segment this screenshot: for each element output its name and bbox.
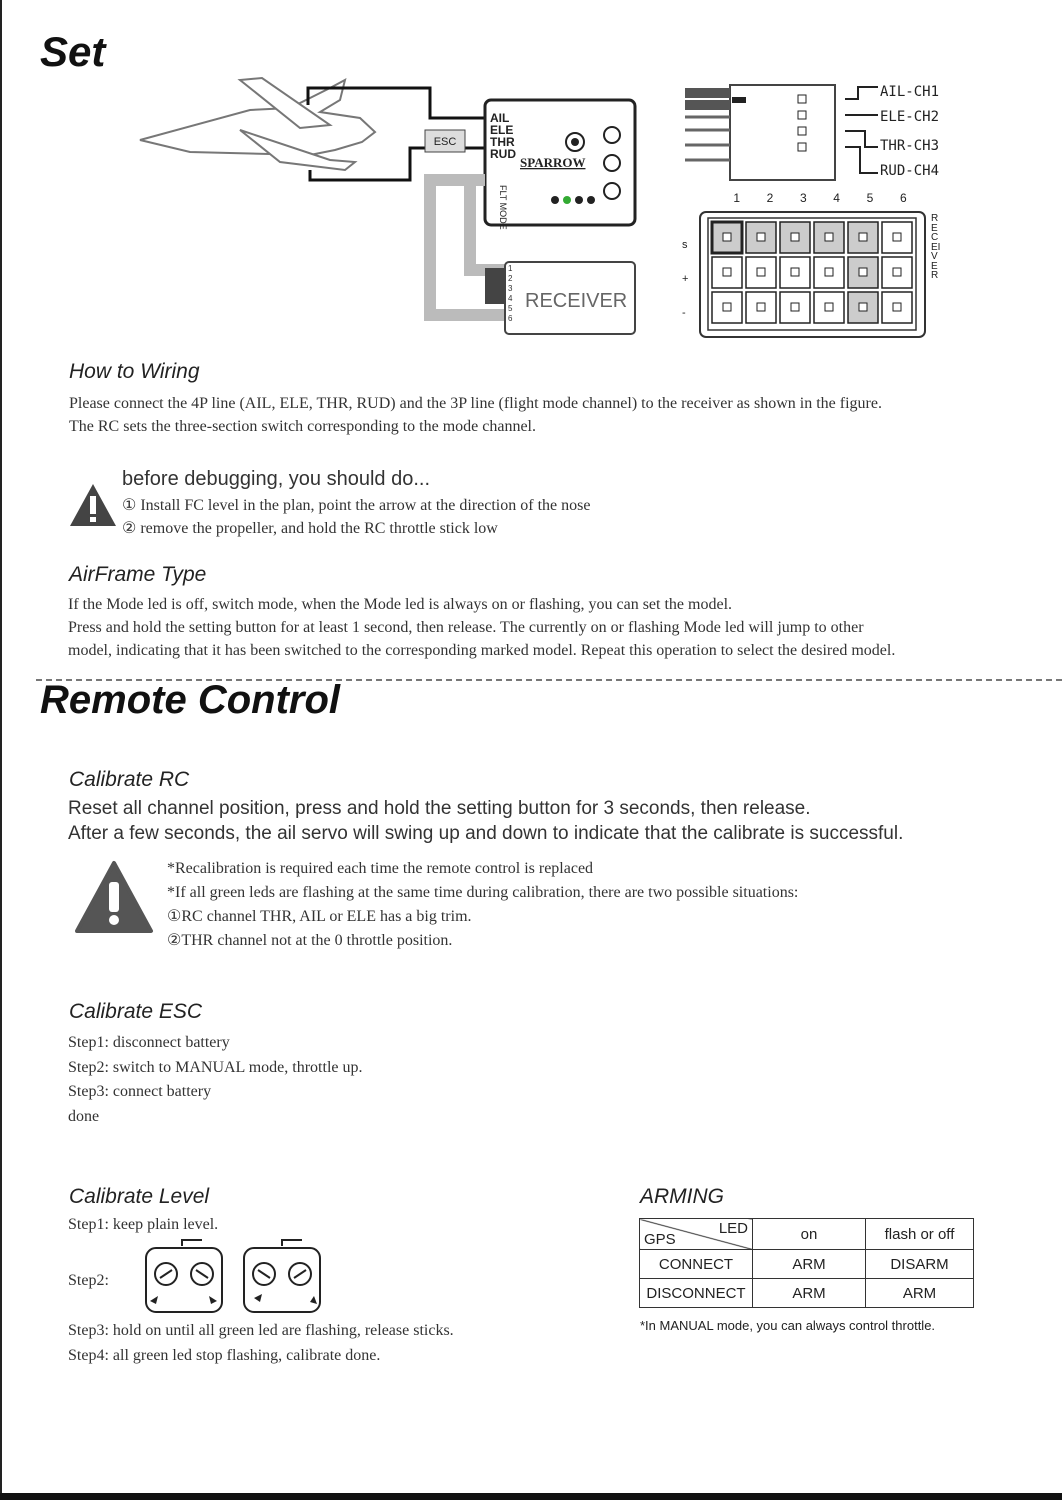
wiring-title: How to Wiring <box>69 360 200 383</box>
receiver-pin-socket <box>825 233 833 241</box>
receiver-pin-socket <box>757 303 765 311</box>
receiver-pin-socket <box>893 303 901 311</box>
fc-label-ail: AIL <box>490 111 510 125</box>
wiring-text <box>69 392 882 438</box>
fc-side-label: FLT MODE <box>498 185 508 230</box>
level-step1: Step1: keep plain level. <box>68 1216 219 1233</box>
remote-title: Remote Control <box>40 678 340 722</box>
receiver-pin-socket <box>723 233 731 241</box>
set-title: Set <box>40 28 106 75</box>
level-step3: Step3: hold on until all green led are flashing, release sticks. <box>68 1322 454 1339</box>
corner-gps-label: GPS <box>644 1231 676 1248</box>
receiver-pin-socket <box>757 268 765 276</box>
arming-cell: DISARM <box>866 1250 974 1279</box>
warning-icon <box>68 482 118 528</box>
receiver-pin-socket <box>723 268 731 276</box>
arming-header: on <box>753 1219 866 1250</box>
arming-cell: ARM <box>866 1279 974 1308</box>
fc-label-rud: RUD <box>490 147 516 161</box>
receiver-pin: 6 <box>508 314 513 323</box>
airplane-illustration <box>140 78 375 170</box>
arming-table <box>639 1218 974 1308</box>
page-left-border <box>0 0 2 1500</box>
airframe-title: AirFrame Type <box>69 563 207 586</box>
arming-header: flash or off <box>866 1219 974 1250</box>
transmitter-stick-illustration <box>142 1236 327 1316</box>
column-number: 5 <box>866 191 874 205</box>
calibrate-rc-line: After a few seconds, the ail servo will swing up and down to indicate that the calibrate is successful. <box>68 823 904 844</box>
receiver-vertical-label: RECEIVER <box>931 213 941 281</box>
debug-item: ② remove the propeller, and hold the RC throttle stick low <box>122 520 498 537</box>
channel-label: AIL-CH1 <box>880 84 940 100</box>
receiver-pin-socket <box>859 303 867 311</box>
calibrate-esc-steps <box>68 1031 363 1129</box>
fc-name: SPARROW <box>520 155 586 170</box>
receiver-pin: 1 <box>508 264 513 273</box>
row-label: s <box>682 239 688 251</box>
wiring-line: Please connect the 4P line (AIL, ELE, THR, RUD) and the 3P line (flight mode channel) to the receiver as shown in the figure. <box>69 395 882 412</box>
column-number: 4 <box>833 191 840 205</box>
pin-row-labels <box>682 228 688 330</box>
calibrate-rc-note: ②THR channel not at the 0 throttle position. <box>167 932 453 949</box>
airframe-line: If the Mode led is off, switch mode, when the Mode led is always on or flashing, you can set the model. <box>68 596 733 613</box>
calibrate-rc-note: *If all green leds are flashing at the same time during calibration, there are two possible situations: <box>167 884 799 901</box>
arming-table-corner <box>640 1219 753 1250</box>
debug-list <box>122 494 590 540</box>
page-bottom-bar <box>0 1493 1062 1500</box>
calibrate-rc-notes <box>167 857 798 953</box>
channel-label: RUD-CH4 <box>880 163 940 179</box>
esc-step: Step3: connect battery <box>68 1083 212 1100</box>
calibrate-esc-title: Calibrate ESC <box>69 1000 203 1023</box>
pin-column-numbers <box>720 191 920 205</box>
level-step4: Step4: all green led stop flashing, calibrate done. <box>68 1347 381 1364</box>
arming-title: ARMING <box>640 1185 724 1208</box>
airframe-line: Press and hold the setting button for at least 1 second, then release. The currently on or flashing Mode led will jump to other <box>68 619 864 636</box>
airframe-line: model, indicating that it has been switched to the corresponding marked model. Repeat this operation to select the desired model. <box>68 642 896 659</box>
arming-row <box>640 1279 974 1308</box>
debug-item: ① Install FC level in the plan, point the arrow at the direction of the nose <box>122 497 591 514</box>
receiver-pin-socket <box>791 268 799 276</box>
calibrate-level-title: Calibrate Level <box>69 1185 210 1208</box>
channel-label: THR-CH3 <box>880 138 940 154</box>
esc-step: Step1: disconnect battery <box>68 1034 230 1051</box>
esc-step: Step2: switch to MANUAL mode, throttle up. <box>68 1058 363 1076</box>
channel-labels <box>880 78 939 186</box>
wiring-diagram <box>130 70 650 340</box>
column-number: 2 <box>766 191 774 205</box>
receiver-pin: 3 <box>508 284 513 293</box>
calibrate-rc-text <box>68 796 903 846</box>
receiver-pin-socket <box>791 233 799 241</box>
calibrate-rc-title: Calibrate RC <box>69 768 190 791</box>
receiver-pin: 2 <box>508 274 513 283</box>
receiver-pin: 5 <box>508 304 513 313</box>
calibrate-rc-line: Reset all channel position, press and hold the setting button for 3 seconds, then release. <box>68 798 811 819</box>
receiver-pin-socket <box>723 303 731 311</box>
receiver-pin-numbers <box>508 264 518 324</box>
arming-cell: ARM <box>753 1250 866 1279</box>
receiver-pin-socket <box>825 268 833 276</box>
receiver-pin-socket <box>859 268 867 276</box>
arming-row-label: CONNECT <box>640 1250 753 1279</box>
level-step2: Step2: <box>68 1272 109 1289</box>
wiring-line: The RC sets the three-section switch corresponding to the mode channel. <box>69 418 536 435</box>
row-label: + <box>682 273 689 285</box>
debug-heading: before debugging, you should do... <box>122 468 431 490</box>
column-number: 6 <box>899 191 907 205</box>
receiver-pin-socket <box>859 233 867 241</box>
corner-led-label: LED <box>718 1220 748 1237</box>
arming-note: *In MANUAL mode, you can always control throttle. <box>640 1318 936 1333</box>
channel-label: ELE-CH2 <box>880 109 940 125</box>
column-number: 3 <box>799 191 807 205</box>
column-number: 1 <box>733 191 740 205</box>
esc-step: done <box>68 1107 100 1125</box>
receiver-pin-socket <box>893 268 901 276</box>
fc-label-ele: ELE <box>490 123 514 137</box>
warning-icon <box>74 860 154 934</box>
arming-row-label: DISCONNECT <box>640 1279 753 1308</box>
fc-label-thr: THR <box>490 135 515 149</box>
receiver-pin-socket <box>791 303 799 311</box>
row-label: - <box>682 307 686 319</box>
arming-cell: ARM <box>753 1279 866 1308</box>
receiver-pin-socket <box>757 233 765 241</box>
calibrate-rc-note: ①RC channel THR, AIL or ELE has a big trim. <box>167 908 472 925</box>
airframe-text <box>68 593 895 662</box>
arming-row <box>640 1250 974 1279</box>
level-steps <box>68 1318 454 1368</box>
receiver-pin: 4 <box>508 294 513 303</box>
receiver-pin-socket <box>825 303 833 311</box>
receiver-pin-socket <box>893 233 901 241</box>
calibrate-rc-note: *Recalibration is required each time the remote control is replaced <box>167 860 594 877</box>
esc-label: ESC <box>433 136 457 148</box>
receiver-label: RECEIVER <box>525 290 628 312</box>
